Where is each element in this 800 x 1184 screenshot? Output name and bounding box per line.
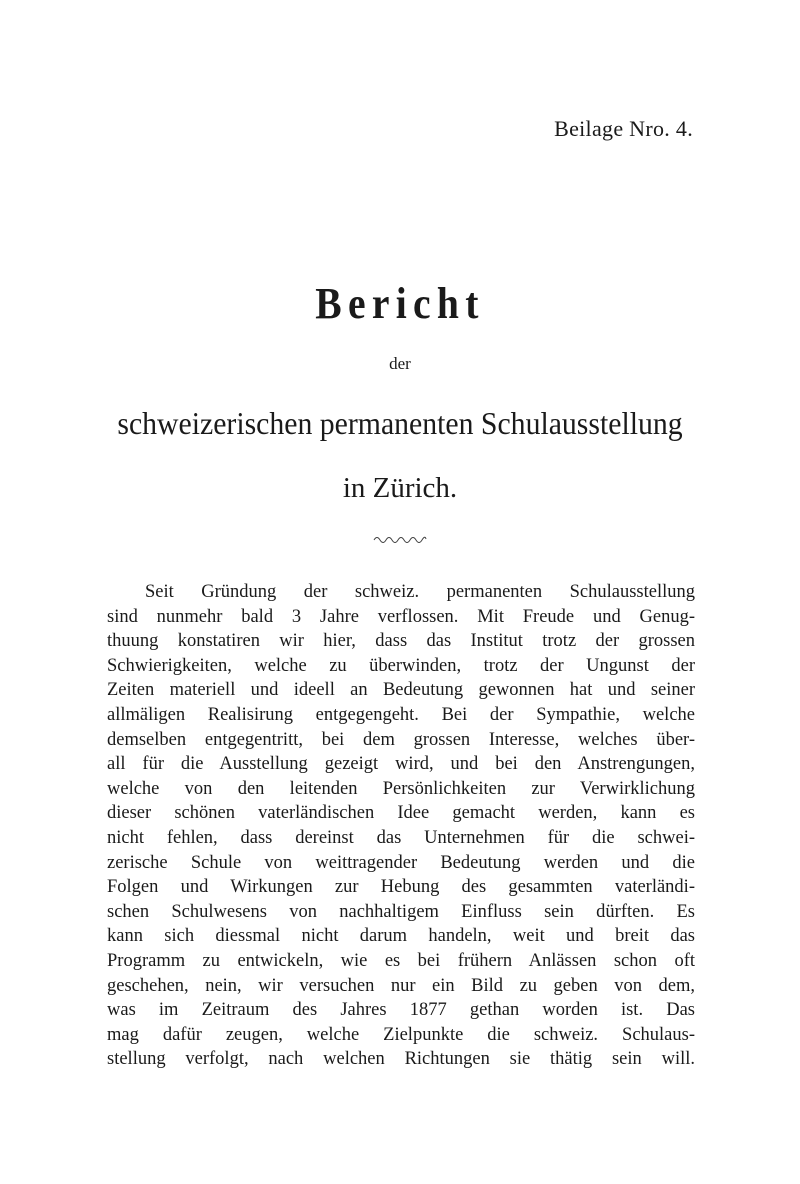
- text-line: all für die Ausstellung gezeigt wird, und bei den Anstrengungen,: [107, 754, 695, 775]
- text-line: dieser schönen vaterländischen Idee gemacht werden, kann es: [107, 803, 695, 824]
- text-line: Zeiten materiell und ideell an Bedeutung gewonnen hat und seiner: [107, 680, 695, 701]
- document-place: in Zürich.: [342, 472, 458, 504]
- text-line: schen Schulwesens von nachhaltigem Einfluss sein dürften. Es: [107, 901, 695, 922]
- text-line: was im Zeitraum des Jahres 1877 gethan worden ist. Das: [107, 1000, 695, 1021]
- document-subtitle: schweizerischen permanenten Schulausstellung: [117, 405, 683, 441]
- text-line: nicht fehlen, dass dereinst das Unternehmen für die schwei-: [107, 827, 695, 848]
- supplement-label: Beilage Nro. 4.: [554, 116, 693, 141]
- text-line: Schwierigkeiten, welche zu überwinden, trotz der Ungunst der: [107, 655, 695, 676]
- document-title: Bericht: [315, 279, 485, 328]
- title-connector: der: [389, 354, 411, 373]
- wavy-line-ornament-icon: [372, 533, 428, 545]
- text-line: Programm zu entwickeln, wie es bei frühern Anlässen schon oft: [107, 950, 695, 971]
- text-line: Folgen und Wirkungen zur Hebung des gesammten vaterländi-: [107, 877, 695, 898]
- text-line: stellung verfolgt, nach welchen Richtungen sie thätig sein will.: [107, 1049, 695, 1070]
- text-line: demselben entgegentritt, bei dem grossen Interesse, welches über-: [107, 729, 695, 750]
- body-paragraph: [107, 580, 695, 1072]
- text-line: kann sich diessmal nicht darum handeln, weit und breit das: [107, 926, 695, 947]
- text-line: Seit Gründung der schweiz. permanenten Schulausstellung: [145, 582, 695, 602]
- text-line: mag dafür zeugen, welche Zielpunkte die schweiz. Schulaus-: [107, 1024, 695, 1045]
- text-line: allmäligen Realisirung entgegengeht. Bei der Sympathie, welche: [107, 704, 695, 725]
- text-line: thuung konstatiren wir hier, dass das Institut trotz der grossen: [107, 631, 695, 652]
- text-line: sind nunmehr bald 3 Jahre verflossen. Mit Freude und Genug-: [107, 606, 695, 627]
- text-line: zerische Schule von weittragender Bedeutung werden und die: [107, 852, 695, 873]
- text-line: welche von den leitenden Persönlichkeiten zur Verwirklichung: [107, 778, 695, 799]
- text-line: geschehen, nein, wir versuchen nur ein Bild zu geben von dem,: [107, 975, 695, 996]
